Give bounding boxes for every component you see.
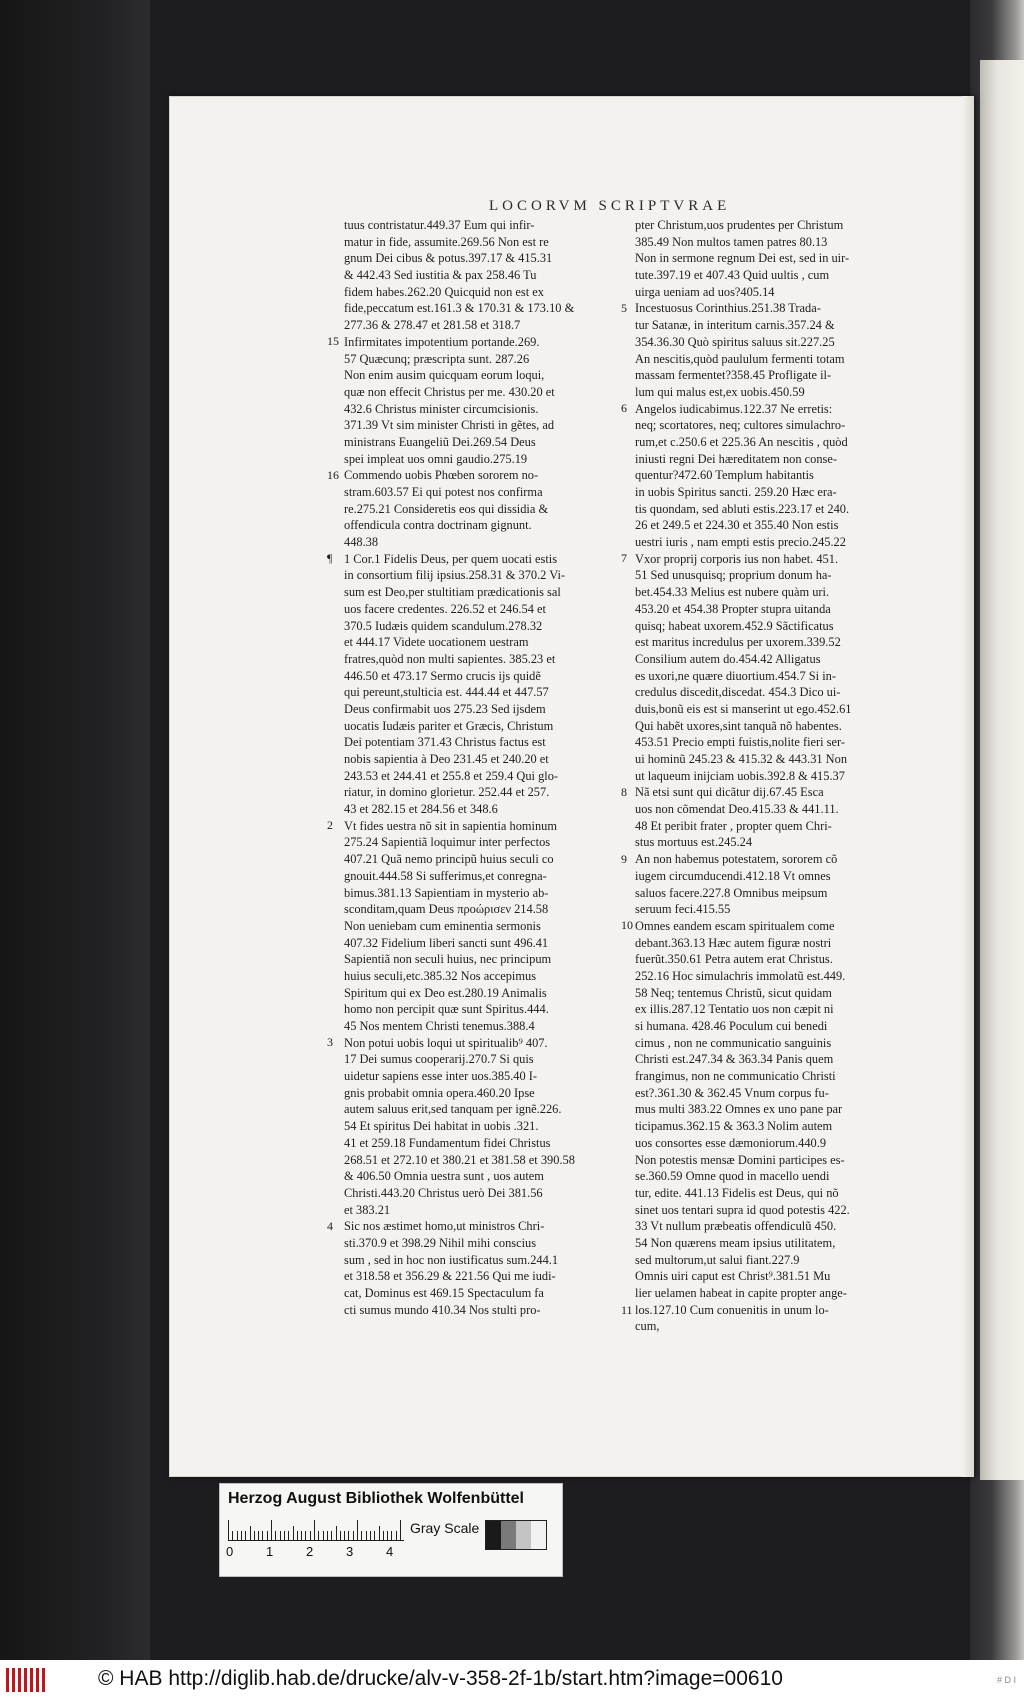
text-line: duis,bonũ eis est si manserint ut ego.452.61	[635, 701, 852, 716]
ruler-tick	[271, 1520, 272, 1540]
text-line: Deus confirmabit uos 275.23 Sed ijsdem	[344, 701, 546, 716]
ruler-number: 1	[266, 1544, 274, 1559]
next-page-edge	[980, 60, 1024, 1480]
text-line: tur Satanæ, in interitum carnis.357.24 &	[635, 318, 835, 333]
text-line: 370.5 Iudæis quidem scandulum.278.32	[344, 618, 543, 633]
ruler-tick	[284, 1531, 285, 1540]
text-line: et 383.21	[344, 1202, 391, 1217]
text-line: cimus , non ne communicatio sanguinis	[635, 1035, 832, 1050]
chapter-number: 9	[621, 851, 627, 866]
text-line: 275.24 Sapientiã loquimur inter perfectos	[344, 835, 551, 850]
text-line: ut laqueum inijciam uobis.392.8 & 415.37	[635, 768, 845, 783]
text-line: gnis probabit omnia opera.460.20 Ipse	[344, 1085, 535, 1100]
text-line: 33 Vt nullum præbeatis offendiculũ 450.	[635, 1219, 837, 1234]
text-line: iniusti regni Dei hæreditatem non conse-	[635, 451, 837, 466]
text-line: lier uelamen habeat in capite propter ange-	[635, 1286, 847, 1300]
ruler-tick	[310, 1531, 311, 1540]
text-line: An nescitis,quòd paululum fermenti totam	[635, 351, 845, 366]
text-line: sum , sed in hoc non iustificatus sum.244.1	[344, 1252, 559, 1267]
text-line: Spiritum qui ex Deo est.280.19 Animalis	[344, 985, 547, 1000]
text-line: lum qui malus est,ex uobis.450.59	[635, 384, 805, 399]
ruler-tick	[331, 1531, 332, 1540]
text-line: bimus.381.13 Sapientiam in mysterio ab-	[344, 885, 549, 900]
text-line: Consilium autem do.454.42 Alligatus	[635, 651, 821, 666]
ruler-tick	[353, 1531, 354, 1540]
text-line: homo non percipit quæ sunt Spiritus.444.	[344, 1002, 549, 1017]
ruler-tick	[396, 1531, 397, 1540]
text-line: qui pereunt,stulticia est. 444.44 et 447.57	[344, 685, 549, 700]
text-line: neq; scortatores, neq; cultores simulachro-	[635, 418, 846, 433]
ruler-tick	[379, 1526, 380, 1540]
text-line: Vxor proprij corporis ius non habet. 451.	[635, 551, 839, 566]
text-line: 252.16 Hoc simulachris immolatũ est.449.	[635, 968, 846, 983]
text-line: uocatis Iudæis pariter et Græcis, Christum	[344, 718, 554, 733]
text-line: est?.361.30 & 362.45 Vnum corpus fu-	[635, 1085, 829, 1100]
text-line: fide,peccatum est.161.3 & 170.31 & 173.10 &	[344, 301, 575, 316]
ruler-tick	[387, 1531, 388, 1540]
page-gutter	[962, 96, 974, 1477]
text-line: Qui habẽt uxores,sint tanquã nõ habentes.	[635, 718, 842, 733]
text-line: & 406.50 Omnia uestra sunt , uos autem	[344, 1169, 544, 1184]
text-line: 432.6 Christus minister circumcisionis.	[344, 401, 539, 416]
text-line: Dei potentiam 371.43 Christus factus est	[344, 735, 546, 750]
ruler-tick	[340, 1531, 341, 1540]
text-line: Non ueniebam cum eminentia sermonis	[344, 918, 541, 933]
text-line: 407.21 Quã nemo principũ huius seculi co	[344, 852, 554, 867]
text-line: 57 Quæcunq; præscripta sunt. 287.26	[344, 351, 530, 366]
ruler-tick	[336, 1526, 337, 1540]
ruler-tick	[301, 1531, 302, 1540]
text-line: uos consortes esse dæmoniorum.440.9	[635, 1135, 827, 1150]
text-line: in consortium filij ipsius.258.31 & 370.2 Vi-	[344, 568, 566, 583]
library-name: Herzog August Bibliothek Wolfenbüttel	[228, 1490, 524, 1507]
ruler-tick	[305, 1531, 306, 1540]
text-line: Vt fides uestra nõ sit in sapientia hominum	[344, 818, 558, 833]
text-line: est maritus incredulus per uxorem.339.52	[635, 635, 841, 650]
text-line: saluos facere.227.8 Omnibus meipsum	[635, 885, 828, 900]
ruler-tick	[357, 1520, 358, 1540]
text-line: quentur?472.60 Templum habitantis	[635, 468, 814, 483]
text-line: in uobis Spiritus sancti. 259.20 Hæc era-	[635, 485, 837, 499]
ruler-tick	[318, 1531, 319, 1540]
text-line: 277.36 & 278.47 et 281.58 et 318.7	[344, 318, 521, 333]
text-line: 453.20 et 454.38 Propter stupra uitanda	[635, 601, 831, 616]
text-line: Sic nos æstimet homo,ut ministros Chri-	[344, 1219, 545, 1234]
text-line: et 444.17 Videte uocationem uestram	[344, 635, 529, 650]
text-line: uidetur sapiens esse inter uos.385.40 I-	[344, 1069, 538, 1084]
chapter-number: 10	[621, 918, 633, 933]
ruler-tick	[323, 1531, 324, 1540]
ruler-tick	[280, 1531, 281, 1540]
ruler-number: 0	[226, 1544, 234, 1559]
text-line: Commendo uobis Phœben sororem no-	[344, 468, 539, 483]
text-line: gnum Dei cibus & potus.397.17 & 415.31	[344, 251, 553, 266]
text-line: 268.51 et 272.10 et 380.21 et 381.58 et 390.58	[344, 1152, 575, 1167]
ruler-tick	[370, 1531, 371, 1540]
text-line: stus mortuus est.245.24	[635, 835, 753, 850]
text-line: Non potestis mensæ Domini participes es-	[635, 1152, 845, 1167]
text-line: Angelos iudicabimus.122.37 Ne erretis:	[635, 401, 833, 416]
text-line: 243.53 et 244.41 et 255.8 et 259.4 Qui glo-	[344, 768, 559, 783]
corner-mark: # D I	[996, 1675, 1016, 1685]
ruler-tick	[241, 1531, 242, 1540]
text-line: los.127.10 Cum conuenitis in unum lo-	[635, 1302, 829, 1317]
chapter-number: 6	[621, 400, 627, 415]
scale-ruler	[228, 1518, 404, 1541]
text-line: tis quondam, sed abluti estis.223.17 et 240.	[635, 501, 850, 516]
ruler-tick	[275, 1531, 276, 1540]
ruler-tick	[232, 1531, 233, 1540]
ruler-tick	[327, 1531, 328, 1540]
text-line: cum,	[635, 1319, 660, 1334]
text-line: 385.49 Non multos tamen patres 80.13	[635, 234, 828, 249]
text-line: iugem circumducendi.412.18 Vt omnes	[635, 868, 831, 883]
text-line: pter Christum,uos prudentes per Christum	[635, 218, 844, 232]
text-line: Sapientiã non seculi huius, nec principum	[344, 952, 552, 967]
text-line: es uxori,ne quære diuortium.454.7 Si in-	[635, 668, 836, 683]
text-line: Non enim ausim quicquam eorum loqui,	[344, 368, 545, 383]
chapter-number: 11	[621, 1302, 633, 1317]
text-line: autem saluus erit,sed tanquam per ignẽ.226.	[344, 1102, 562, 1117]
ruler-tick	[366, 1531, 367, 1540]
chapter-number: ¶	[327, 551, 333, 565]
text-line: credulus discedit,discedat. 454.3 Dico ui-	[635, 685, 841, 700]
chapter-number: 2	[327, 818, 333, 833]
text-line: Non potui uobis loqui ut spiritualib⁹ 407.	[344, 1035, 548, 1050]
text-line: cat, Dominus est 469.15 Spectaculum fa	[344, 1286, 544, 1300]
text-line: 371.39 Vt sim minister Christi in gẽtes, ad	[344, 418, 555, 433]
gray-swatch	[531, 1521, 546, 1549]
chapter-number: 8	[621, 784, 627, 799]
running-header: LOCORVM SCRIPTVRAE	[489, 198, 731, 214]
text-line: ex illis.287.12 Tentatio uos non cæpit ni	[635, 1002, 834, 1017]
text-line: fuerũt.350.61 Petra autem erat Christus.	[635, 952, 833, 967]
ruler-tick	[293, 1526, 294, 1540]
text-line: tur, edite. 441.13 Fidelis est Deus, qui nõ	[635, 1185, 839, 1200]
text-line: si humana. 428.46 Poculum cui benedi	[635, 1019, 828, 1033]
ruler-tick	[344, 1531, 345, 1540]
text-line: tute.397.19 et 407.43 Quid uultis , cum	[635, 268, 830, 283]
text-line: 448.38	[344, 535, 379, 550]
text-line: & 442.43 Sed iustitia & pax 258.46 Tu	[344, 268, 537, 283]
chapter-number: 5	[621, 300, 627, 315]
text-line: ministrans Euangeliũ Dei.269.54 Deus	[344, 434, 536, 449]
text-line: gnouit.444.58 Si sufferimus,et conregna-	[344, 868, 547, 883]
hab-logo-icon	[6, 1668, 48, 1692]
text-line: matur in fide, assumite.269.56 Non est re	[344, 234, 549, 249]
text-line: uestri iuris , nam empti estis precio.245.22	[635, 535, 846, 550]
text-line: huius seculi,etc.385.32 Nos accepimus	[344, 968, 537, 983]
ruler-tick	[348, 1531, 349, 1540]
text-line: riatur, in domino glorietur. 252.44 et 257.	[344, 785, 550, 800]
ruler-tick	[361, 1531, 362, 1540]
text-line: Omnes eandem escam spiritualem come	[635, 918, 835, 933]
text-line: 54 Et spiritus Dei habitat in uobis .321.	[344, 1119, 539, 1134]
text-line: quisq; habeat uxorem.452.9 Sãctificatus	[635, 618, 834, 633]
text-line: 407.32 Fidelium liberi sancti sunt 496.41	[344, 935, 549, 950]
chapter-number: 16	[327, 467, 339, 482]
text-line: 446.50 et 473.17 Sermo crucis ijs quidẽ	[344, 668, 541, 683]
text-line: uos facere credentes. 226.52 et 246.54 et	[344, 601, 546, 616]
scan-backdrop-left	[0, 0, 150, 1660]
ruler-tick	[383, 1531, 384, 1540]
calibration-card	[219, 1483, 563, 1577]
text-line: An non habemus potestatem, sororem cõ	[635, 852, 838, 867]
text-line: et 318.58 et 356.29 & 221.56 Qui me iudi-	[344, 1269, 556, 1284]
text-line: seruum feci.415.55	[635, 902, 731, 917]
text-line: stram.603.57 Ei qui potest nos confirma	[344, 485, 543, 499]
book-page	[169, 96, 974, 1477]
ruler-number: 2	[306, 1544, 314, 1559]
text-line: Christi.443.20 Christus uerò Dei 381.56	[344, 1185, 543, 1200]
text-line: ticipamus.362.15 & 363.3 Nolim autem	[635, 1119, 833, 1134]
text-line: Nã etsi sunt qui dicãtur dij.67.45 Esca	[635, 785, 824, 800]
text-line: debant.363.13 Hæc autem figuræ nostri	[635, 935, 832, 950]
ruler-tick	[374, 1531, 375, 1540]
ruler-tick	[297, 1531, 298, 1540]
ruler-tick	[245, 1531, 246, 1540]
text-line: Incestuosus Corinthius.251.38 Trada-	[635, 301, 821, 316]
gray-scale-swatches	[485, 1520, 547, 1550]
text-line: uirga ueniam ad uos?405.14	[635, 284, 775, 299]
gray-swatch	[501, 1521, 516, 1549]
text-line: sum est Deo,per stultitiam prædicationis sal	[344, 585, 561, 600]
text-line: se.360.59 Omne quod in macello uendi	[635, 1169, 830, 1184]
text-line: sconditam,quam Deus προώρισεν 214.58	[344, 902, 549, 917]
text-line: 354.36.30 Quò spiritus saluus sit.227.25	[635, 334, 835, 349]
text-line: frangimus, non ne communicatio Christi	[635, 1069, 836, 1084]
text-line: fidem habes.262.20 Quicquid non est ex	[344, 284, 544, 299]
text-line: 45 Nos mentem Christi tenemus.388.4	[344, 1019, 535, 1033]
ruler-tick	[258, 1531, 259, 1540]
text-line: 26 et 249.5 et 224.30 et 355.40 Non estis	[635, 518, 839, 533]
text-line: rum,et c.250.6 et 225.36 An nescitis , quòd	[635, 434, 848, 449]
text-line: sed multorum,ut salui fiant.227.9	[635, 1252, 800, 1267]
chapter-number: 4	[327, 1219, 333, 1233]
text-line: cti sumus mundo 410.34 Nos stulti pro-	[344, 1302, 541, 1317]
gray-swatch	[486, 1521, 501, 1549]
chapter-number: 15	[327, 333, 339, 348]
text-line: 1 Cor.1 Fidelis Deus, per quem uocati estis	[344, 551, 558, 566]
left-text-column	[344, 217, 619, 1318]
text-line: sinet uos tentari supra id quod potestis 422.	[635, 1202, 850, 1217]
url-footer-bar	[0, 1660, 1024, 1699]
ruler-tick	[400, 1520, 401, 1540]
ruler-tick	[254, 1531, 255, 1540]
ruler-tick	[228, 1520, 229, 1540]
gray-swatch	[516, 1521, 531, 1549]
text-line: 48 Et peribit frater , propter quem Chri-	[635, 818, 832, 833]
text-line: Christi est.247.34 & 363.34 Panis quem	[635, 1052, 834, 1067]
ruler-tick	[250, 1526, 251, 1540]
text-line: 43 et 282.15 et 284.56 et 348.6	[344, 802, 498, 817]
ruler-tick	[314, 1520, 315, 1540]
source-url[interactable]: © HAB http://diglib.hab.de/drucke/alv-v-358-2f-1b/start.htm?image=00610	[98, 1667, 783, 1690]
ruler-tick	[267, 1531, 268, 1540]
text-line: quæ non effecit Christus per me. 430.20 et	[344, 384, 555, 399]
chapter-number: 3	[327, 1035, 333, 1050]
text-line: 54 Non quærens meam ipsius utilitatem,	[635, 1235, 836, 1250]
text-line: 453.51 Precio empti fuistis,nolite fieri ser-	[635, 735, 846, 750]
text-line: 41 et 259.18 Fundamentum fidei Christus	[344, 1135, 551, 1150]
text-line: uos non cõmendat Deo.415.33 & 441.11.	[635, 802, 839, 817]
ruler-tick	[288, 1531, 289, 1540]
text-line: tuus contristatur.449.37 Eum qui infir-	[344, 218, 535, 232]
ruler-number: 3	[346, 1544, 354, 1559]
text-line: 51 Sed unusquisq; proprium donum ha-	[635, 568, 832, 583]
chapter-number: 7	[621, 551, 627, 565]
ruler-number: 4	[386, 1544, 394, 1559]
text-line: bet.454.33 Melius est nubere quàm uri.	[635, 585, 830, 600]
text-line: spei impleat uos omni gaudio.275.19	[344, 451, 528, 466]
text-line: mus multi 383.22 Omnes ex uno pane par	[635, 1102, 843, 1117]
text-line: re.275.21 Consideretis eos qui dissidia &	[344, 501, 549, 516]
text-line: sti.370.9 et 398.29 Nihil mihi conscius	[344, 1235, 537, 1250]
ruler-tick	[262, 1531, 263, 1540]
ruler-tick	[391, 1531, 392, 1540]
text-line: ui hominũ 245.23 & 415.32 & 443.31 Non	[635, 752, 848, 766]
text-line: massam fermentet?358.45 Profligate il-	[635, 368, 832, 383]
text-line: Non in sermone regnum Dei est, sed in uir-	[635, 251, 850, 266]
text-line: 58 Neq; tentemus Christũ, sicut quidam	[635, 985, 832, 1000]
text-line: Omnis uiri caput est Christ⁹.381.51 Mu	[635, 1269, 831, 1284]
text-line: fratres,quòd non multi sapientes. 385.23 et	[344, 651, 556, 666]
text-line: offendicula contra doctrinam gignunt.	[344, 518, 532, 533]
right-text-column	[635, 217, 910, 1335]
text-line: 17 Dei sumus cooperarij.270.7 Si quis	[344, 1052, 534, 1067]
ruler-tick	[237, 1531, 238, 1540]
gray-scale-label: Gray Scale	[410, 1520, 480, 1536]
text-line: nobis sapientia à Deo 231.45 et 240.20 et	[344, 752, 549, 766]
text-line: Infirmitates impotentium portande.269.	[344, 334, 540, 349]
